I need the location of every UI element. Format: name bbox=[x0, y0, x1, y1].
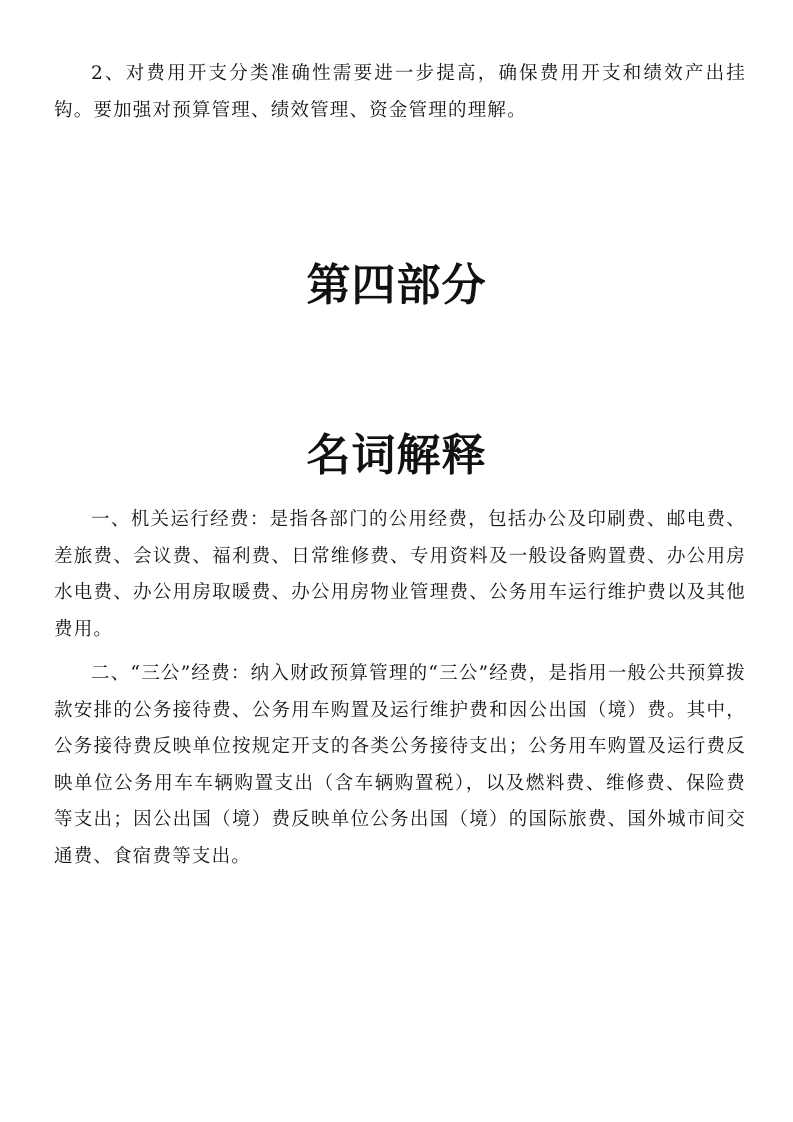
term-paragraph-three-public-expenses: 二、“三公”经费：纳入财政预算管理的“三公”经费，是指用一般公共预算拨款安排的公务接待费、公务用车购置及运行维护费和因公出国（境）费。其中，公务接待费反映单位按规定开支的各类公务接待支出；公务用车购置及运行费反映单位公务用车车辆购置支出（含车辆购置税），以及燃料费、维修费、保险费等支出；因公出国（境）费反映单位公务出国（境）的国际旅费、国外城市间交通费、食宿费等支出。 bbox=[54, 663, 746, 867]
part-heading: 第四部分 bbox=[306, 260, 487, 311]
intro-paragraph: 2、对费用开支分类准确性需要进一步提高，确保费用开支和绩效产出挂钩。要加强对预算管理、绩效管理、资金管理的理解。 bbox=[54, 63, 746, 121]
term-paragraph-operating-expenses: 一、机关运行经费：是指各部门的公用经费，包括办公及印刷费、邮电费、差旅费、会议费、福利费、日常维修费、专用资料及一般设备购置费、办公用房水电费、办公用房取暖费、办公用房物业管理费、公务用车运行维护费以及其他费用。 bbox=[54, 509, 746, 640]
section-heading: 名词解释 bbox=[306, 430, 487, 481]
